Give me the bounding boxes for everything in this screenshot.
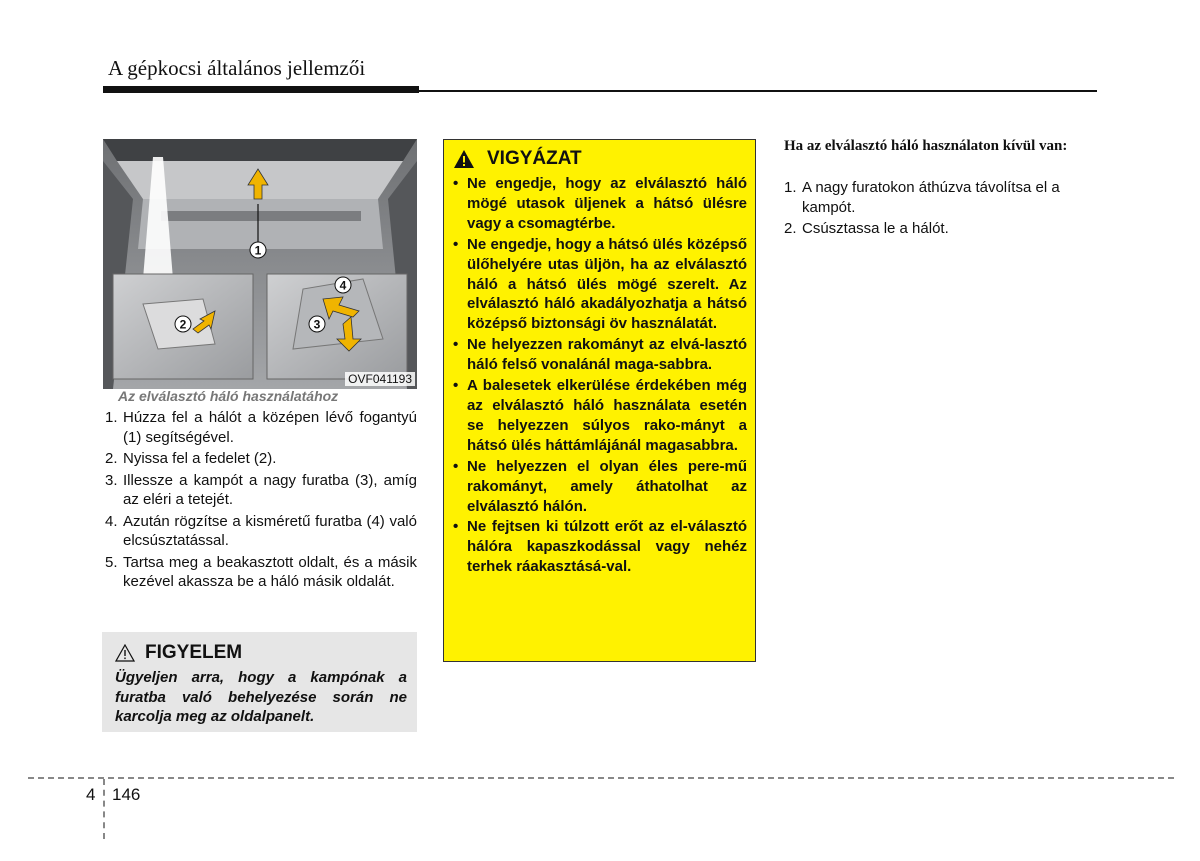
list-item [453, 457, 747, 517]
callout-1: 1 [254, 243, 262, 258]
warning-item-text: Ne engedje, hogy a hátsó ülés középső ülőhelyére utas üljön, ha az elválasztó háló a hátsó ülés mögé szerelt. Az elválasztó háló akadályozhatja a hátsó középső biztonsági öv használatát. [467, 235, 747, 333]
cargo-net-illustration [103, 139, 417, 389]
callout-2: 2 [179, 317, 187, 332]
figure-caption: Az elválasztó háló használatához [118, 388, 339, 404]
cargo-net-drawing [103, 139, 417, 389]
warning-item-text: A balesetek elkerülése érdekében még az elválasztó háló használata esetén se helyezzen súlyos rako-mányt a hátsó ülés háttámlájánál magasabbra. [467, 377, 747, 454]
chapter-number: 4 [86, 785, 96, 804]
callout-4: 4 [339, 278, 347, 293]
step-number: 4. [105, 512, 118, 530]
list-item [105, 449, 417, 469]
step-number: 1. [784, 179, 797, 196]
list-item [453, 517, 747, 577]
step-text: A nagy furatokon áthúzva távolítsa el a kampót. [802, 179, 1060, 216]
step-number: 5. [105, 553, 118, 571]
list-item [105, 512, 417, 551]
list-item [453, 335, 747, 375]
page-header-title: A gépkocsi általános jellemzői [108, 56, 366, 80]
list-item [453, 376, 747, 456]
warning-box [443, 139, 756, 662]
step-number: 1. [105, 409, 118, 426]
list-item [453, 174, 747, 234]
step-number: 3. [105, 471, 118, 489]
footer-vertical-divider [103, 779, 105, 839]
bullet: • [453, 457, 459, 475]
warning-header [453, 148, 747, 170]
unused-net-heading: Ha az elválasztó háló használaton kívül van: [784, 138, 1068, 154]
list-item [105, 408, 417, 447]
step-text: Tartsa meg a beakasztott oldalt, és a másik kezével akassza be a háló másik oldalát. [123, 553, 417, 590]
step-text: Csúsztassa le a hálót. [802, 220, 949, 237]
bullet: • [453, 518, 459, 536]
note-text: Ügyeljen arra, hogy a kampónak a furatba való behelyezése során ne karcolja meg az oldalpanelt. [115, 669, 407, 725]
list-item [784, 219, 1097, 239]
warning-item-text: Ne helyezzen rakományt az elvá-lasztó háló felső vonalánál maga-sabbra. [467, 336, 747, 374]
figure-code: OVF041193 [345, 372, 415, 386]
step-text: Azután rögzítse a kisméretű furatba (4) való elcsúsztatással. [123, 512, 417, 549]
step-text: Húzza fel a hálót a középen lévő fogantyú (1) segítségével. [123, 409, 417, 446]
step-number: 2. [784, 220, 797, 237]
list-item [105, 553, 417, 592]
page-number: 146 [112, 785, 141, 804]
note-header [115, 642, 407, 664]
warning-triangle-icon [453, 149, 475, 169]
header-rule-thick [103, 86, 419, 93]
header-rule-thin [419, 90, 1097, 92]
warning-title: VIGYÁZAT [487, 148, 582, 169]
warning-list [453, 174, 747, 577]
bullet: • [453, 175, 459, 192]
unused-net-steps [784, 178, 1097, 241]
step-number: 2. [105, 450, 118, 467]
bullet: • [453, 235, 459, 253]
step-text: Illessze a kampót a nagy furatba (3), amíg az eléri a tetejét. [123, 471, 417, 508]
warning-item-text: Ne helyezzen el olyan éles pere-mű rakományt, amely áthatolhat az elválasztó hálón. [467, 457, 747, 515]
caution-note-box [102, 632, 417, 732]
list-item [105, 471, 417, 510]
step-text: Nyissa fel a fedelet (2). [123, 450, 277, 467]
caution-triangle-icon [115, 644, 135, 662]
list-item [784, 178, 1097, 217]
bullet: • [453, 377, 459, 395]
footer-divider [28, 777, 1174, 779]
warning-item-text: Ne fejtsen ki túlzott erőt az el-választó hálóra kapaszkodással vagy nehéz terhek ráakasztásá-val. [467, 518, 747, 576]
warning-item-text: Ne engedje, hogy az elválasztó háló mögé utasok üljenek a hátsó ülésre vagy a csomagtérbe. [467, 175, 747, 232]
note-title: FIGYELEM [145, 642, 243, 663]
list-item [453, 235, 747, 335]
callout-3: 3 [313, 317, 321, 332]
usage-steps [105, 408, 417, 594]
bullet: • [453, 336, 459, 354]
